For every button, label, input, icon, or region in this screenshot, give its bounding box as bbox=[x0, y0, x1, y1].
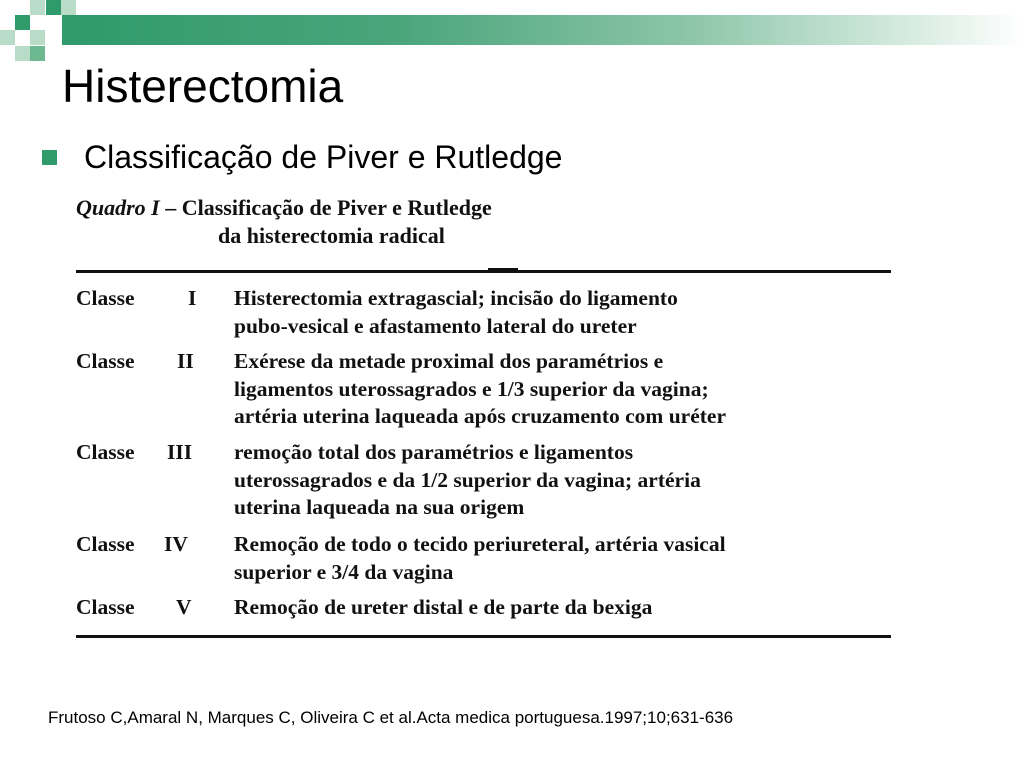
slide-title: Histerectomia bbox=[62, 60, 344, 112]
caption-line2: da histerectomia radical bbox=[218, 223, 445, 248]
description-line: Remoção de todo o tecido periureteral, artéria vasical bbox=[234, 532, 726, 556]
description-line: uterossagrados e da 1/2 superior da vagina; artéria bbox=[234, 467, 701, 492]
class-number: III bbox=[167, 440, 193, 464]
deco-square bbox=[61, 0, 76, 15]
description-line: uterina laqueada na sua origem bbox=[234, 495, 525, 519]
deco-square bbox=[46, 0, 61, 15]
description-line: Histerectomia extragascial; incisão do ligamento bbox=[234, 286, 678, 310]
description-line: pubo-vesical e afastamento lateral do ureter bbox=[234, 313, 637, 338]
description-line: remoção total dos paramétrios e ligamentos bbox=[234, 440, 634, 464]
description-line: Remoção de ureter distal e de parte da bexiga bbox=[234, 595, 653, 619]
class-word: Classe bbox=[76, 286, 135, 310]
deco-square bbox=[30, 0, 45, 15]
class-number: I bbox=[188, 286, 197, 310]
reference-citation: Frutoso C,Amaral N, Marques C, Oliveira C et al.Acta medica portuguesa.1997;10;631-636 bbox=[48, 708, 734, 727]
class-description bbox=[234, 348, 894, 431]
class-description bbox=[234, 594, 894, 622]
classification-table bbox=[76, 194, 891, 644]
class-word: Classe bbox=[76, 349, 135, 373]
description-line: ligamentos uterossagrados e 1/3 superior da vagina; bbox=[234, 376, 709, 401]
table-bottom-rule bbox=[76, 635, 891, 638]
class-number: IV bbox=[164, 532, 188, 556]
class-number: II bbox=[177, 349, 194, 373]
caption-line1: Classificação de Piver e Rutledge bbox=[181, 195, 492, 220]
class-word: Classe bbox=[76, 440, 135, 464]
deco-square bbox=[30, 30, 45, 45]
class-description bbox=[234, 285, 894, 340]
description-line: artéria uterina laqueada após cruzamento com uréter bbox=[234, 404, 727, 428]
class-number: V bbox=[176, 595, 192, 619]
class-description bbox=[234, 439, 894, 522]
deco-square bbox=[0, 30, 15, 45]
table-top-rule bbox=[76, 270, 891, 273]
bullet-square-icon bbox=[42, 150, 57, 165]
description-line: superior e 3/4 da vagina bbox=[234, 559, 454, 584]
table-caption bbox=[76, 194, 492, 250]
class-word: Classe bbox=[76, 595, 135, 619]
caption-label: Quadro I bbox=[76, 195, 160, 220]
caption-dash: – bbox=[159, 195, 182, 220]
class-word: Classe bbox=[76, 532, 135, 556]
deco-square bbox=[30, 46, 45, 61]
header-gradient-bar bbox=[62, 15, 1024, 45]
bullet-item bbox=[42, 134, 562, 180]
description-line: Exérese da metade proximal dos paramétrios e bbox=[234, 349, 664, 373]
deco-square bbox=[15, 46, 30, 61]
bullet-text: Classificação de Piver e Rutledge bbox=[84, 138, 563, 175]
class-description bbox=[234, 531, 894, 586]
deco-square bbox=[15, 15, 30, 30]
